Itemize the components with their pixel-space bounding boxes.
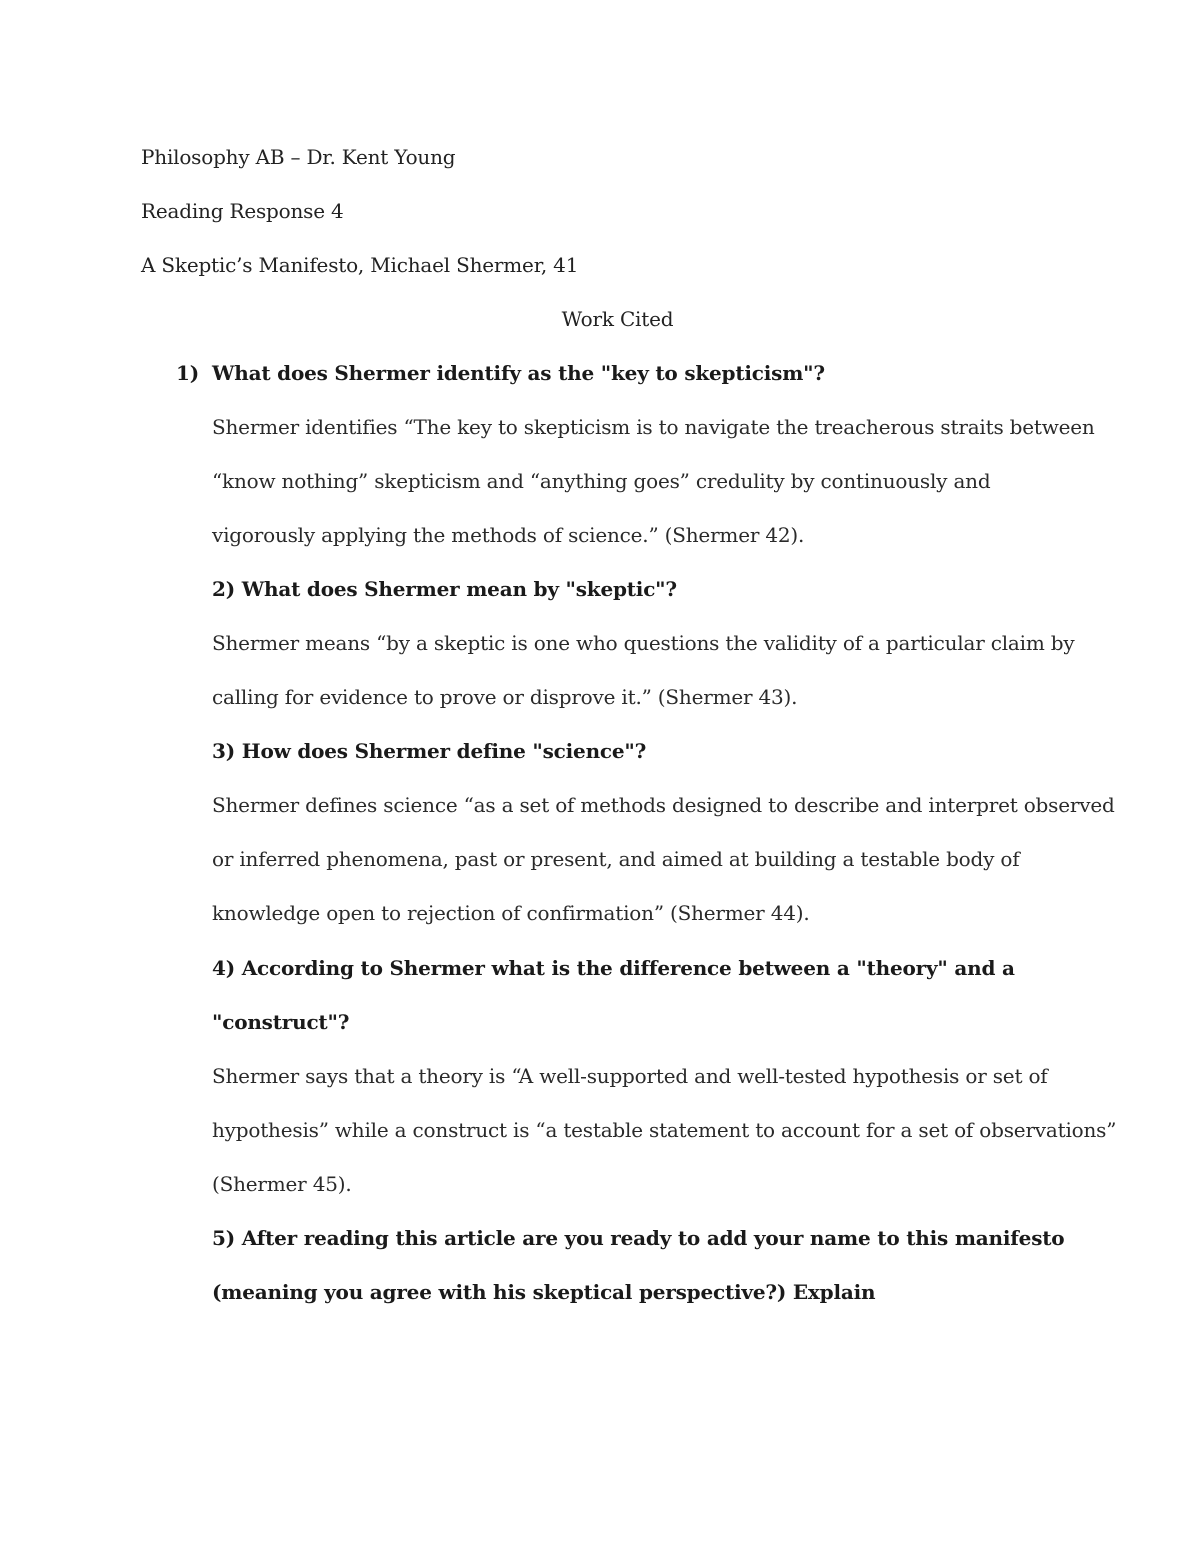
answer-1-line-3: vigorously applying the methods of science.” (Shermer 42). (212, 523, 805, 547)
question-4-line-2: "construct"? (212, 1010, 350, 1034)
assignment-line: Reading Response 4 (141, 199, 344, 223)
answer-4-line-1: Shermer says that a theory is “A well-supported and well-tested hypothesis or set of (212, 1064, 1048, 1088)
answer-3-line-3: knowledge open to rejection of confirmation” (Shermer 44). (212, 901, 810, 925)
answer-2-line-1: Shermer means “by a skeptic is one who questions the validity of a particular claim by (212, 631, 1075, 655)
question-4-line-1: 4) According to Shermer what is the difference between a "theory" and a (212, 956, 1015, 980)
answer-2-line-2: calling for evidence to prove or disprove it.” (Shermer 43). (212, 685, 798, 709)
question-5-line-2: (meaning you agree with his skeptical perspective?) Explain (212, 1280, 876, 1304)
answer-1-line-2: “know nothing” skepticism and “anything goes” credulity by continuously and (212, 469, 991, 493)
question-1-number: 1) (176, 361, 199, 385)
answer-3-line-2: or inferred phenomena, past or present, and aimed at building a testable body of (212, 847, 1020, 871)
answer-1-line-1: Shermer identifies “The key to skepticism is to navigate the treacherous straits between (212, 415, 1095, 439)
answer-4-line-3: (Shermer 45). (212, 1172, 352, 1196)
section-title: Work Cited (561, 307, 674, 331)
answer-3-line-1: Shermer defines science “as a set of methods designed to describe and interpret observed (212, 793, 1115, 817)
answer-4-line-2: hypothesis” while a construct is “a testable statement to account for a set of observations” (212, 1118, 1117, 1142)
course-line: Philosophy AB – Dr. Kent Young (141, 145, 456, 169)
reading-line: A Skeptic’s Manifesto, Michael Shermer, 41 (141, 253, 579, 277)
question-1-text: What does Shermer identify as the "key to skepticism"? (212, 361, 825, 385)
question-5-line-1: 5) After reading this article are you ready to add your name to this manifesto (212, 1226, 1065, 1250)
question-2-text: 2) What does Shermer mean by "skeptic"? (212, 577, 677, 601)
question-3-text: 3) How does Shermer define "science"? (212, 739, 647, 763)
